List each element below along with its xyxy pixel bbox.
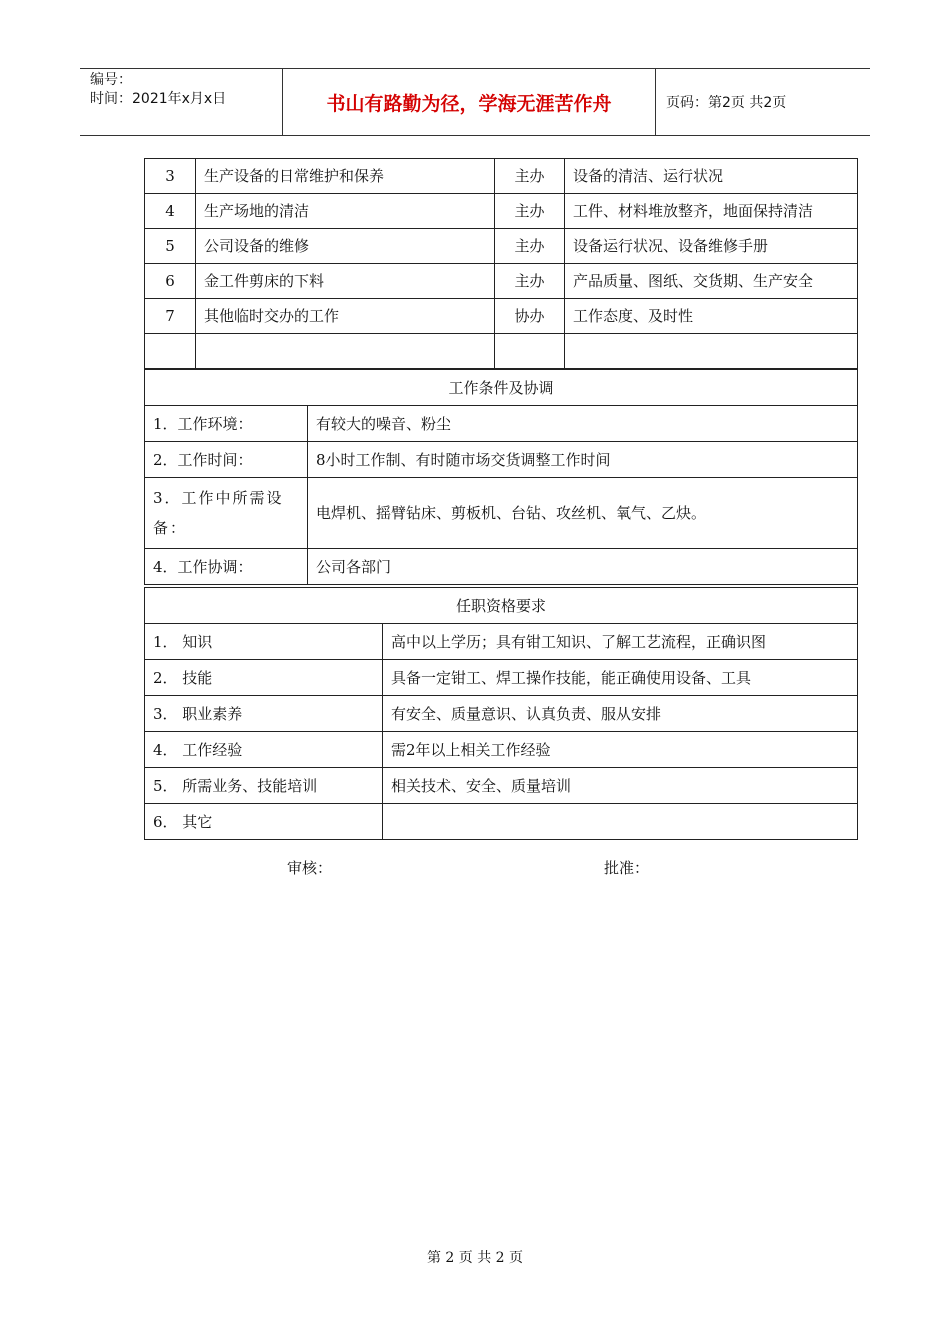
table-row <box>145 624 858 660</box>
duty-role: 协办 <box>495 299 565 334</box>
section-title-row <box>145 588 858 624</box>
condition-label: 2．工作时间： <box>145 442 308 478</box>
duty-role: 主办 <box>495 159 565 194</box>
duty-standard <box>565 334 858 369</box>
duties-table <box>144 158 858 369</box>
section-title-row <box>145 370 858 406</box>
page-footer: 第 2 页 共 2 页 <box>426 1250 524 1266</box>
duty-task: 公司设备的维修 <box>196 229 495 264</box>
table-row <box>145 442 858 478</box>
table-row <box>145 768 858 804</box>
header-meta <box>80 69 282 135</box>
condition-value: 8小时工作制、有时随市场交货调整工作时间 <box>308 442 858 478</box>
duty-task: 其他临时交办的工作 <box>196 299 495 334</box>
duty-no: 7 <box>145 299 196 334</box>
table-row <box>145 194 858 229</box>
condition-label: 3．工作中所需设备： <box>145 478 308 549</box>
qualification-value: 相关技术、安全、质量培训 <box>383 768 858 804</box>
duty-standard: 设备的清洁、运行状况 <box>565 159 858 194</box>
qualification-label: 2． 技能 <box>145 660 383 696</box>
table-row <box>145 696 858 732</box>
qualification-value: 高中以上学历；具有钳工知识、了解工艺流程，正确识图 <box>383 624 858 660</box>
condition-label: 4．工作协调： <box>145 549 308 585</box>
duty-role: 主办 <box>495 229 565 264</box>
condition-value: 有较大的噪音、粉尘 <box>308 406 858 442</box>
table-row <box>145 660 858 696</box>
review-label: 审核： <box>287 859 333 877</box>
duty-standard: 工作态度、及时性 <box>565 299 858 334</box>
duty-role: 主办 <box>495 194 565 229</box>
duty-task: 生产设备的日常维护和保养 <box>196 159 495 194</box>
conditions-title: 工作条件及协调 <box>145 370 858 406</box>
duty-no: 3 <box>145 159 196 194</box>
table-row <box>145 264 858 299</box>
duty-no: 4 <box>145 194 196 229</box>
duty-standard: 工件、材料堆放整齐，地面保持清洁 <box>565 194 858 229</box>
table-row <box>145 804 858 840</box>
conditions-table <box>144 369 858 585</box>
condition-value: 电焊机、摇臂钻床、剪板机、台钻、攻丝机、氧气、乙炔。 <box>308 478 858 549</box>
header-page-label: 页码：第2页 共2页 <box>666 95 787 111</box>
duty-role: 主办 <box>495 264 565 299</box>
header-slogan: 书山有路勤为径，学海无涯苦作舟 <box>282 69 656 135</box>
qualification-label: 3． 职业素养 <box>145 696 383 732</box>
duty-task: 生产场地的清洁 <box>196 194 495 229</box>
table-row <box>145 478 858 549</box>
qualification-label: 1． 知识 <box>145 624 383 660</box>
qualification-value <box>383 804 858 840</box>
duty-no <box>145 334 196 369</box>
duty-no: 5 <box>145 229 196 264</box>
doc-time-label: 时间：2021年x月x日 <box>90 91 227 107</box>
approve-label: 批准： <box>604 859 650 877</box>
duty-standard: 产品质量、图纸、交货期、生产安全 <box>565 264 858 299</box>
duty-no: 6 <box>145 264 196 299</box>
condition-value: 公司各部门 <box>308 549 858 585</box>
duty-standard: 设备运行状况、设备维修手册 <box>565 229 858 264</box>
qualifications-title: 任职资格要求 <box>145 588 858 624</box>
qualification-label: 5． 所需业务、技能培训 <box>145 768 383 804</box>
qualification-value: 需2年以上相关工作经验 <box>383 732 858 768</box>
table-row <box>145 549 858 585</box>
table-row <box>145 159 858 194</box>
condition-label: 1．工作环境： <box>145 406 308 442</box>
qualification-label: 6． 其它 <box>145 804 383 840</box>
doc-number-label: 编号： <box>90 72 132 88</box>
qualifications-table <box>144 587 858 840</box>
page-header <box>80 68 870 136</box>
table-row <box>145 229 858 264</box>
qualification-value: 具备一定钳工、焊工操作技能，能正确使用设备、工具 <box>383 660 858 696</box>
table-row <box>145 406 858 442</box>
qualification-value: 有安全、质量意识、认真负责、服从安排 <box>383 696 858 732</box>
duty-task <box>196 334 495 369</box>
duty-role <box>495 334 565 369</box>
table-row <box>145 334 858 369</box>
duty-task: 金工件剪床的下料 <box>196 264 495 299</box>
table-row <box>145 299 858 334</box>
table-row <box>145 732 858 768</box>
qualification-label: 4． 工作经验 <box>145 732 383 768</box>
